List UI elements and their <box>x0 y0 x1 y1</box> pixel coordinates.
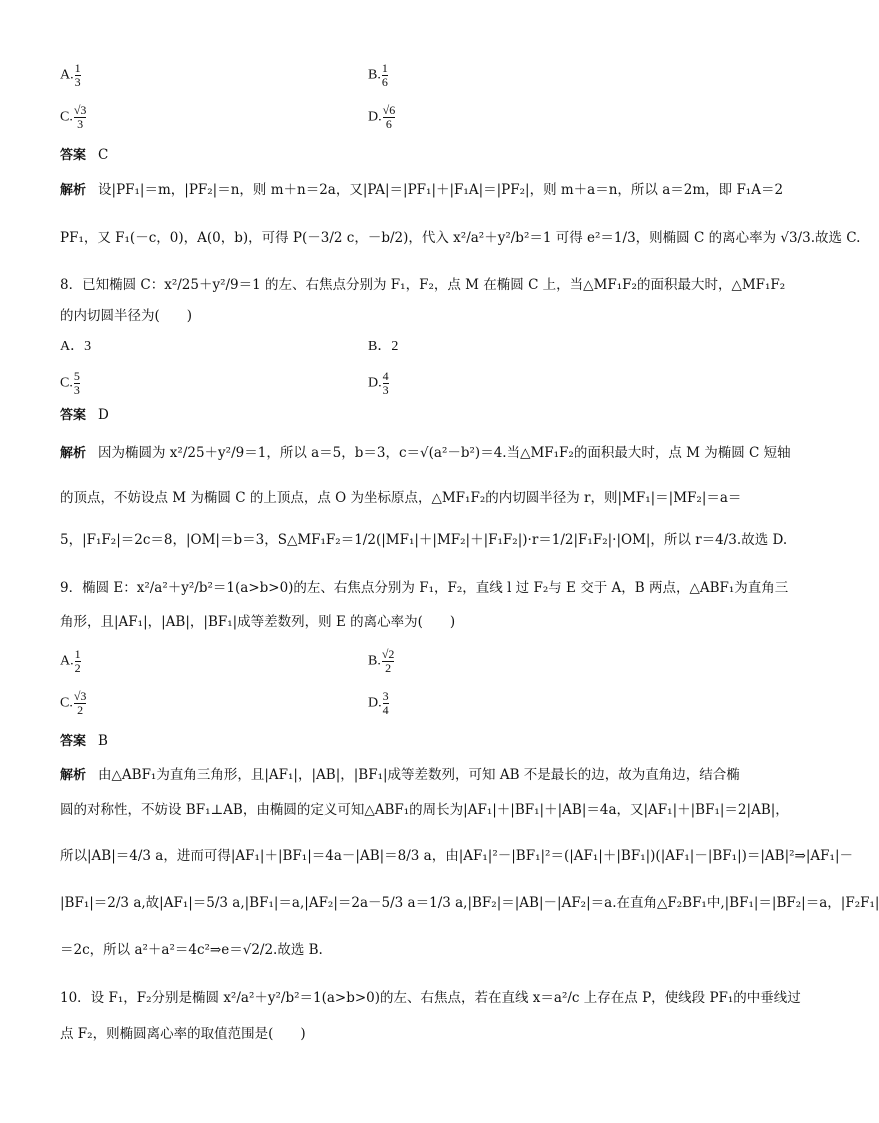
answer-label: 答案 <box>60 148 87 163</box>
analysis-label: 解析 <box>60 768 87 783</box>
q8-answer <box>60 405 740 426</box>
q9-stem-line-2: 角形，且|AF₁|，|AB|，|BF₁|成等差数列，则 E 的离心率为( ) <box>60 614 456 630</box>
fraction: $\frac{1}{6}$ <box>381 61 388 89</box>
q9-stem-line-1: 9．椭圆 E：x²/a²＋y²/b²＝1(a>b>0)的左、右焦点分别为 F₁，F₂，直线 l 过 F₂与 E 交于 A，B 两点，△ABF₁为直角三 <box>60 580 789 596</box>
q8-option-a: A．3 <box>60 339 92 354</box>
q8-analysis-line-2: 的顶点，不妨设点 M 为椭圆 C 的上顶点，点 O 为坐标原点，△MF₁F₂的内切圆半径为 r，则|MF₁|＝|MF₂|＝a＝ <box>60 490 742 506</box>
q10-stem-line-2: 点 F₂，则椭圆离心率的取值范围是( ) <box>60 1026 306 1042</box>
option-letter: D. <box>368 695 382 711</box>
answer-value: B <box>98 733 108 749</box>
q8-stem-line-2: 的内切圆半径为( ) <box>60 308 193 324</box>
answer-label: 答案 <box>60 734 87 749</box>
q7-option-d <box>368 104 668 131</box>
q9-option-b <box>368 648 668 675</box>
fraction: $\frac{√3}{2}$ <box>73 689 87 717</box>
fraction: $\frac{4}{3}$ <box>382 369 389 397</box>
q8-option-d <box>368 370 668 397</box>
analysis-label: 解析 <box>60 183 87 198</box>
q9-analysis-line-4: |BF₁|＝2/3 a,故|AF₁|＝5/3 a,|BF₁|＝a,|AF₂|＝2a－5/3 a＝1/3 a,|BF₂|＝|AB|－|AF₂|＝a.在直角△F₂BF₁中,|BF₁|＝|BF₂|＝a，|F₂F₁| <box>60 895 879 911</box>
q7-option-b <box>368 62 668 89</box>
q8-analysis-line-1: 解析 因为椭圆为 x²/25＋y²/9＝1，所以 a＝5，b＝3，c＝√(a²－b²)＝4.当△MF₁F₂的面积最大时，点 M 为椭圆 C 短轴 <box>60 445 791 461</box>
fraction: $\frac{√3}{3}$ <box>73 103 87 131</box>
option-letter: C. <box>60 695 73 711</box>
option-letter: D. <box>368 109 382 125</box>
option-letter: D. <box>368 375 382 391</box>
q7-answer <box>60 145 740 166</box>
fraction: $\frac{5}{3}$ <box>73 369 80 397</box>
answer-value: C <box>98 147 109 163</box>
q9-analysis-line-3: 所以|AB|＝4/3 a，进而可得|AF₁|＋|BF₁|＝4a－|AB|＝8/3 a，由|AF₁|²－|BF₁|²＝(|AF₁|＋|BF₁|)(|AF₁|－|BF₁|)＝|AB|²⇒|AF₁|－ <box>60 848 853 864</box>
q9-analysis-line-5: ＝2c，所以 a²＋a²＝4c²⇒e＝√2/2.故选 B. <box>60 942 323 958</box>
q8-stem-line-1: 8．已知椭圆 C：x²/25＋y²/9＝1 的左、右焦点分别为 F₁，F₂，点 M 在椭圆 C 上，当△MF₁F₂的面积最大时，△MF₁F₂ <box>60 277 786 293</box>
q8-option-b: B．2 <box>368 339 399 354</box>
fraction: $\frac{3}{4}$ <box>382 689 389 717</box>
q9-option-d <box>368 690 668 717</box>
fraction: $\frac{1}{2}$ <box>74 647 81 675</box>
q9-analysis-line-2: 圆的对称性，不妨设 BF₁⊥AB，由椭圆的定义可知△ABF₁的周长为|AF₁|＋|BF₁|＋|AB|＝4a，又|AF₁|＋|BF₁|＝2|AB|， <box>60 802 789 818</box>
q7-analysis-line-2: PF₁，又 F₁(－c，0)，A(0，b)，可得 P(－3/2 c，－b/2)，代入 x²/a²＋y²/b²＝1 可得 e²＝1/3，则椭圆 C 的离心率为 √3/3.故选 C. <box>60 230 861 246</box>
option-letter: C. <box>60 375 73 391</box>
q8-analysis-line-3: 5，|F₁F₂|＝2c＝8，|OM|＝b＝3，S△MF₁F₂＝1/2(|MF₁|＋|MF₂|＋|F₁F₂|)·r＝1/2|F₁F₂|·|OM|，所以 r＝4/3.故选 D. <box>60 532 788 548</box>
q10-stem-line-1: 10．设 F₁，F₂分别是椭圆 x²/a²＋y²/b²＝1(a>b>0)的左、右焦点，若在直线 x＝a²/c 上存在点 P，使线段 PF₁的中垂线过 <box>60 990 801 1006</box>
option-letter: C. <box>60 109 73 125</box>
q7-analysis-line-1: 解析 设|PF₁|＝m，|PF₂|＝n，则 m＋n＝2a，又|PA|＝|PF₁|＋|F₁A|＝|PF₂|，则 m＋a＝n，所以 a＝2m，即 F₁A＝2 <box>60 182 784 198</box>
q9-analysis-line-1: 解析 由△ABF₁为直角三角形，且|AF₁|，|AB|，|BF₁|成等差数列，可知 AB 不是最长的边，故为直角边，结合椭 <box>60 767 740 783</box>
q9-answer <box>60 731 740 752</box>
answer-value: D <box>98 407 109 423</box>
fraction: $\frac{√6}{6}$ <box>382 103 396 131</box>
option-letter: B. <box>368 67 381 83</box>
fraction: $\frac{1}{3}$ <box>74 61 81 89</box>
option-letter: A. <box>60 653 74 669</box>
option-letter: A. <box>60 67 74 83</box>
option-letter: B. <box>368 653 381 669</box>
fraction: $\frac{√2}{2}$ <box>381 647 395 675</box>
analysis-label: 解析 <box>60 446 87 461</box>
answer-label: 答案 <box>60 408 87 423</box>
